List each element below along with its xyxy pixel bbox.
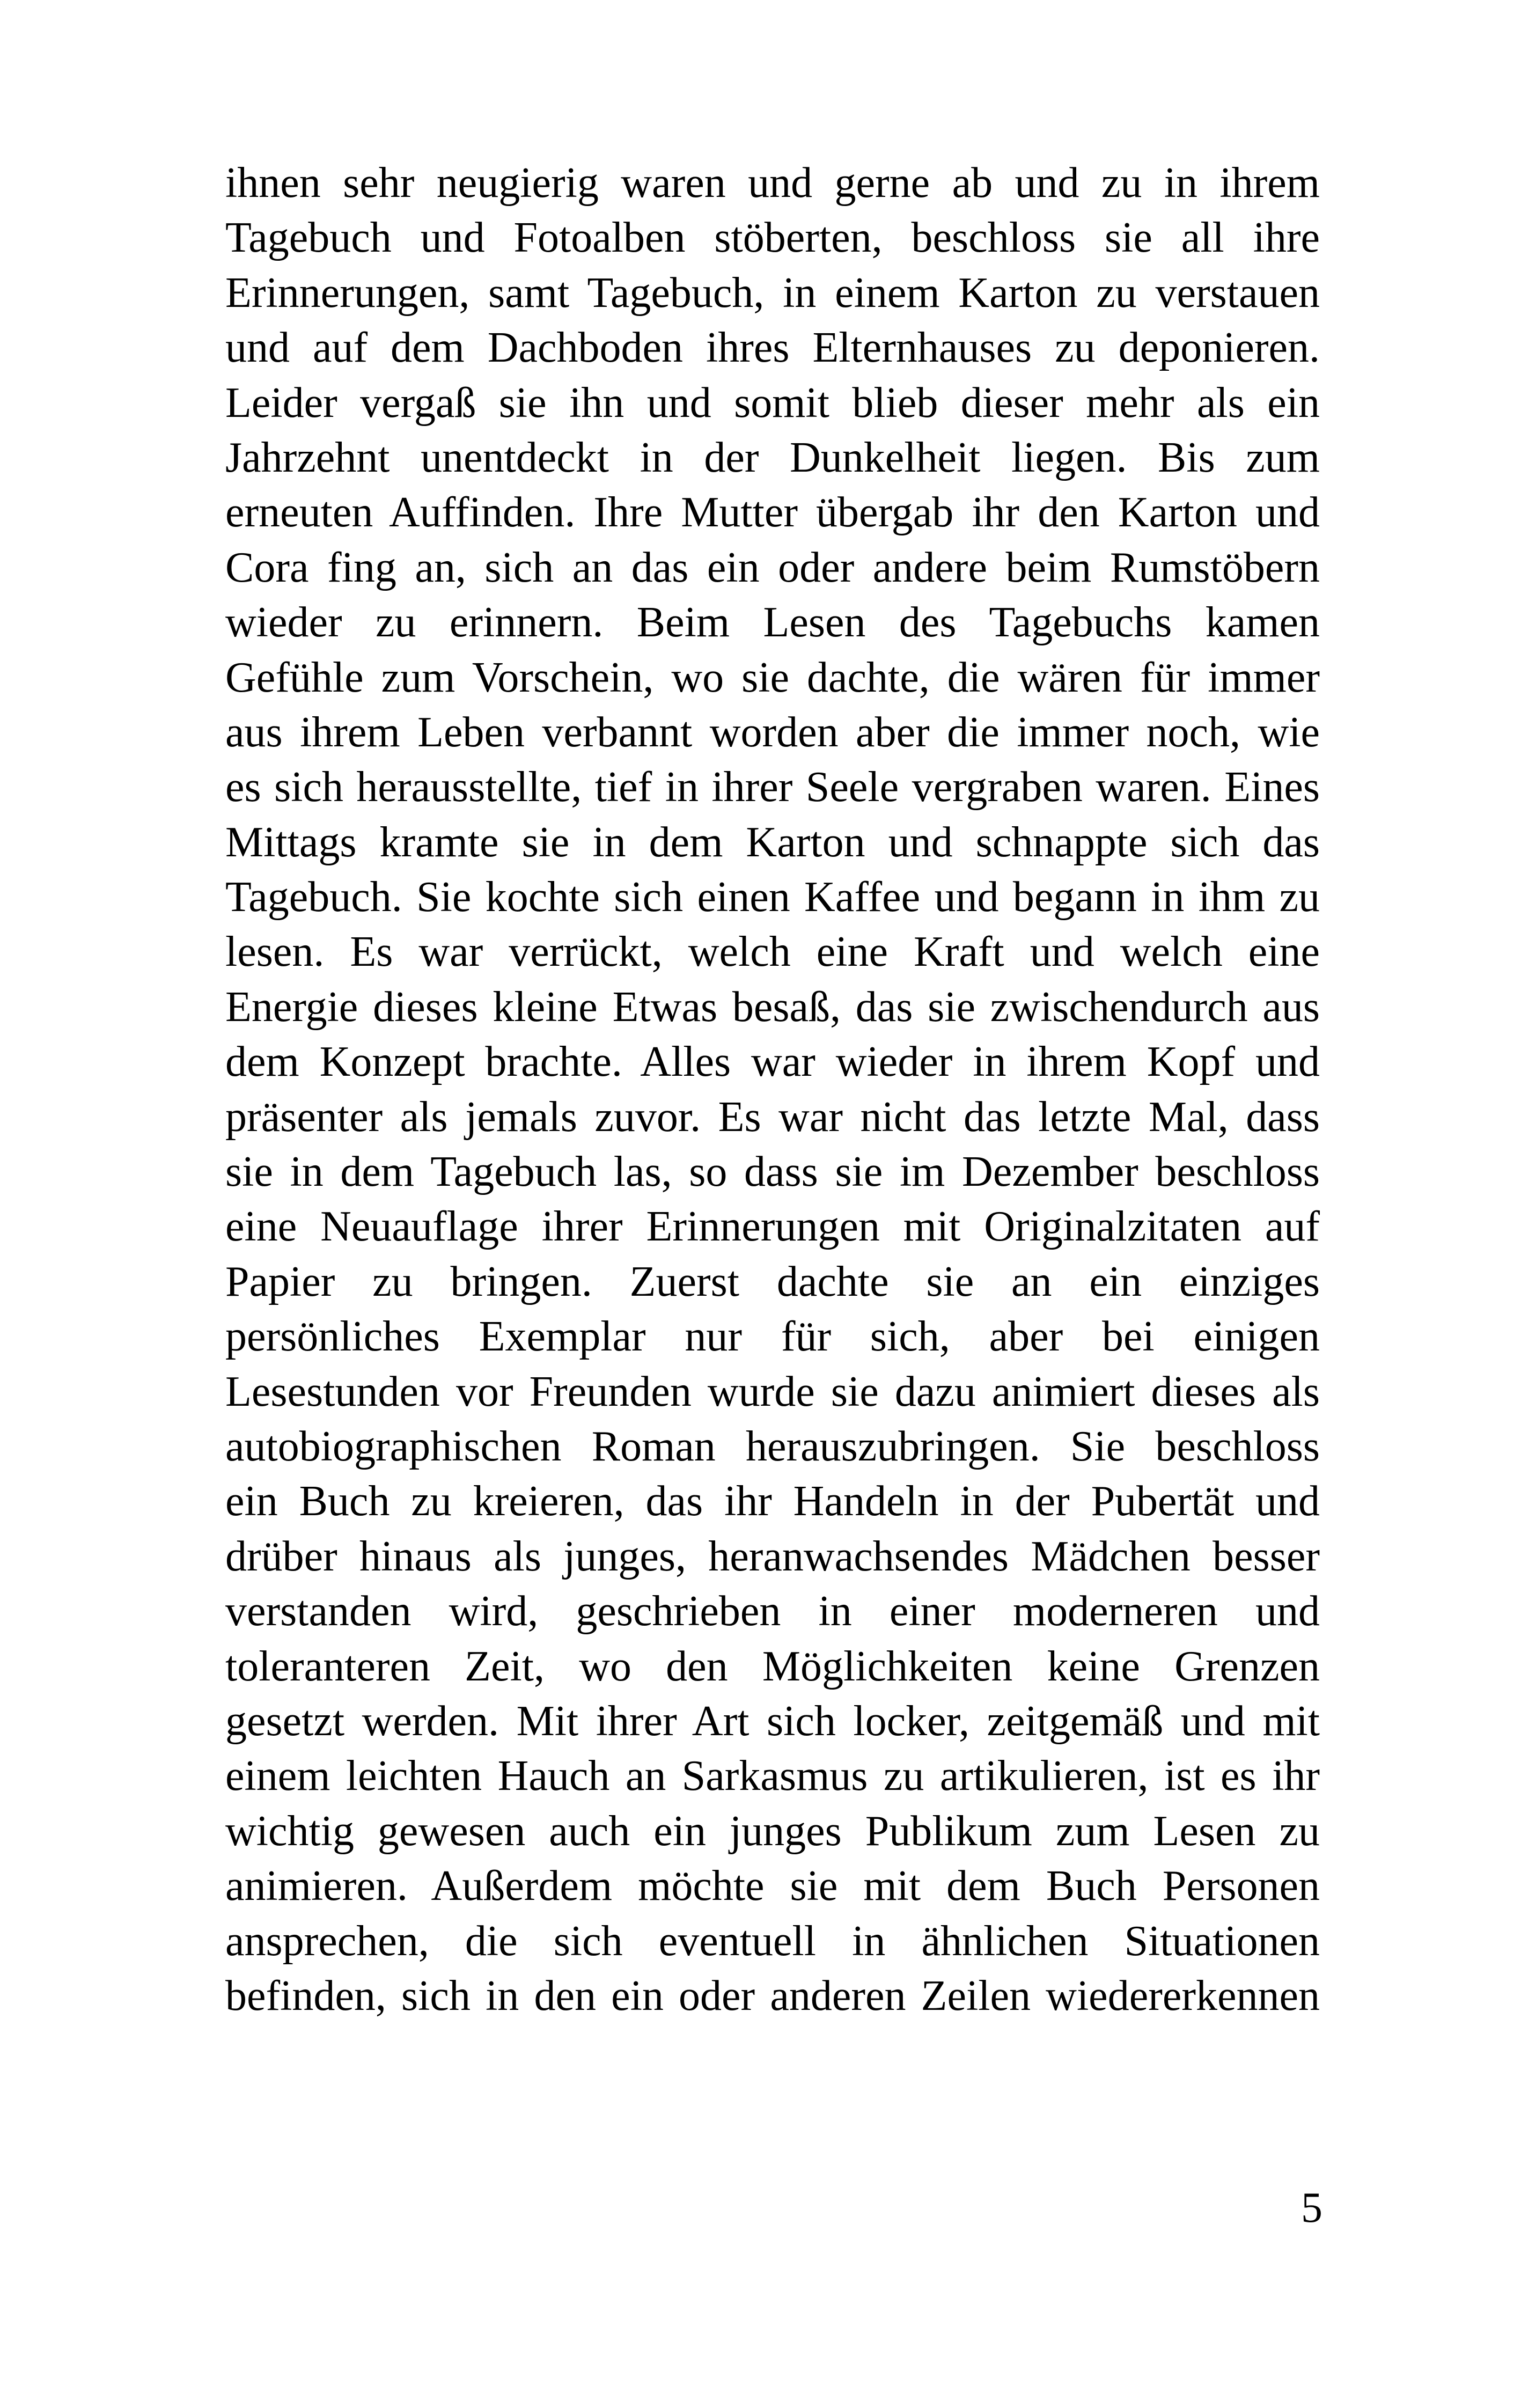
text-line: Gefühle zum Vorschein, wo sie dachte, die wären für immer (225, 654, 1320, 701)
body-text (225, 156, 1320, 2023)
text-line: animieren. Außerdem möchte sie mit dem Buch Personen (225, 1862, 1320, 1910)
text-line: präsenter als jemals zuvor. Es war nicht das letzte Mal, dass (225, 1093, 1320, 1141)
text-line: toleranteren Zeit, wo den Möglichkeiten keine Grenzen (225, 1642, 1320, 1690)
text-line: wichtig gewesen auch ein junges Publikum zum Lesen zu (225, 1807, 1320, 1855)
text-line: Tagebuch und Fotoalben stöberten, beschloss sie all ihre (225, 214, 1320, 262)
text-line: gesetzt werden. Mit ihrer Art sich locker, zeitgemäß und mit (225, 1697, 1320, 1745)
text-line: und auf dem Dachboden ihres Elternhauses zu deponieren. (225, 324, 1320, 372)
page-number: 5 (1301, 2184, 1322, 2231)
text-line: es sich herausstellte, tief in ihrer Seele vergraben waren. Eines (225, 763, 1320, 811)
text-line: autobiographischen Roman herauszubringen. Sie beschloss (225, 1422, 1320, 1470)
text-line: erneuten Auffinden. Ihre Mutter übergab ihr den Karton und (225, 489, 1320, 537)
text-line: einem leichten Hauch an Sarkasmus zu artikulieren, ist es ihr (225, 1752, 1320, 1800)
text-line: Erinnerungen, samt Tagebuch, in einem Karton zu verstauen (225, 269, 1320, 317)
text-line: Energie dieses kleine Etwas besaß, das sie zwischendurch aus (225, 983, 1320, 1031)
text-line: Mittags kramte sie in dem Karton und schnappte sich das (225, 818, 1320, 866)
text-line: Jahrzehnt unentdeckt in der Dunkelheit liegen. Bis zum (225, 434, 1320, 481)
text-line: verstanden wird, geschrieben in einer moderneren und (225, 1588, 1320, 1635)
text-line: sie in dem Tagebuch las, so dass sie im Dezember beschloss (225, 1148, 1320, 1196)
text-line: lesen. Es war verrückt, welch eine Kraft und welch eine (225, 928, 1320, 976)
text-line: ihnen sehr neugierig waren und gerne ab und zu in ihrem (225, 159, 1320, 207)
text-line: eine Neuauflage ihrer Erinnerungen mit Originalzitaten auf (225, 1203, 1320, 1251)
text-line: aus ihrem Leben verbannt worden aber die immer noch, wie (225, 708, 1320, 756)
text-line: ansprechen, die sich eventuell in ähnlichen Situationen (225, 1917, 1320, 1965)
text-line: dem Konzept brachte. Alles war wieder in ihrem Kopf und (225, 1038, 1320, 1086)
text-line: wieder zu erinnern. Beim Lesen des Tagebuchs kamen (225, 599, 1320, 647)
text-line: Lesestunden vor Freunden wurde sie dazu animiert dieses als (225, 1368, 1320, 1415)
text-line: drüber hinaus als junges, heranwachsendes Mädchen besser (225, 1532, 1320, 1580)
text-line: befinden, sich in den ein oder anderen Zeilen wiedererkennen (225, 1972, 1320, 2020)
text-line: Papier zu bringen. Zuerst dachte sie an ein einziges (225, 1258, 1320, 1305)
text-line: ein Buch zu kreieren, das ihr Handeln in der Pubertät und (225, 1478, 1320, 1525)
text-line: persönliches Exemplar nur für sich, aber bei einigen (225, 1313, 1320, 1361)
text-line: Cora fing an, sich an das ein oder andere beim Rumstöbern (225, 544, 1320, 591)
text-line: Leider vergaß sie ihn und somit blieb dieser mehr als ein (225, 379, 1320, 427)
text-line: Tagebuch. Sie kochte sich einen Kaffee und begann in ihm zu (225, 873, 1320, 921)
